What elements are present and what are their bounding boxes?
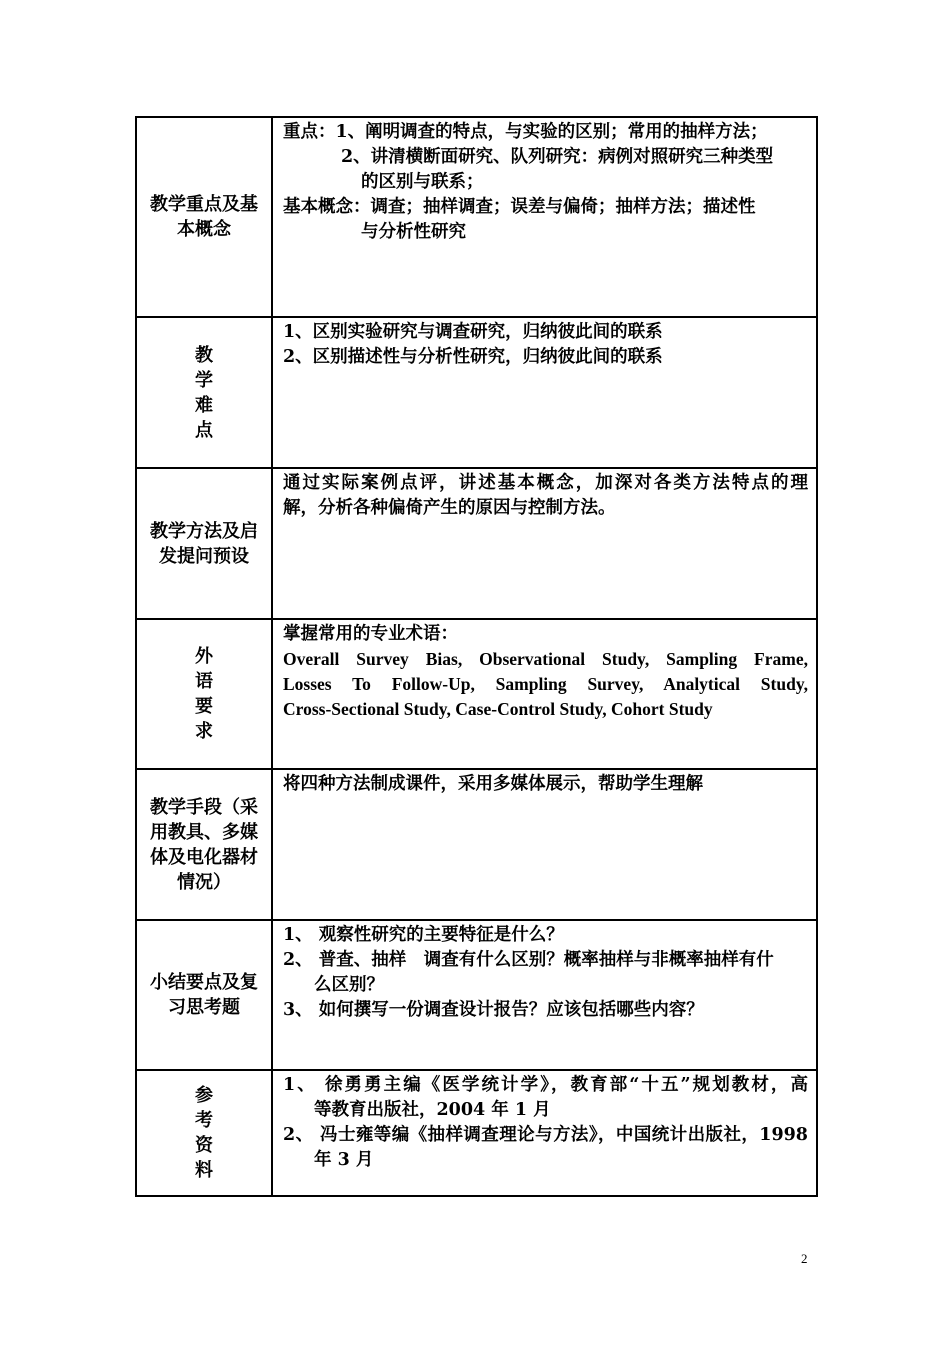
means-line-1: 将四种方法制成课件，采用多媒体展示，帮助学生理解 bbox=[283, 774, 703, 794]
row-means bbox=[136, 769, 817, 920]
language-label-cell bbox=[136, 619, 272, 769]
difficulties-line-1: 1、区别实验研究与调查研究，归纳彼此间的联系 bbox=[283, 322, 663, 342]
methods-content bbox=[272, 468, 817, 619]
difficulties-line-2: 2、区别描述性与分析性研究，归纳彼此间的联系 bbox=[283, 347, 663, 367]
difficulties-label: 教学难点 bbox=[195, 344, 213, 441]
summary-label-cell bbox=[136, 920, 272, 1070]
means-label-cell bbox=[136, 769, 272, 920]
methods-line-2: 解，分析各种偏倚产生的原因与控制方法。 bbox=[283, 498, 616, 518]
key-points-line-3: 的区别与联系； bbox=[361, 172, 484, 192]
methods-label-cell bbox=[136, 468, 272, 619]
key-points-label-cell bbox=[136, 117, 272, 317]
key-points-line-4: 基本概念：调查；抽样调查；误差与偏倚；抽样方法；描述性 bbox=[283, 197, 756, 217]
summary-line-1: 1、 观察性研究的主要特征是什么？ bbox=[283, 925, 564, 945]
difficulties-content bbox=[272, 317, 817, 468]
references-line-2: 等教育出版社，2004 年 1 月 bbox=[314, 1100, 551, 1120]
key-points-line-5: 与分析性研究 bbox=[361, 222, 466, 242]
key-points-label: 教学重点及基本概念 bbox=[150, 194, 258, 240]
summary-line-4: 3、 如何撰写一份调查设计报告？应该包括哪些内容？ bbox=[283, 1000, 704, 1020]
lesson-plan-table bbox=[135, 116, 818, 1197]
language-terms-line-1: Overall Survey Bias, Observational Study, Sampling Frame, bbox=[283, 649, 808, 669]
difficulties-label-cell bbox=[136, 317, 272, 468]
references-label: 参考资料 bbox=[195, 1085, 213, 1181]
references-content bbox=[272, 1070, 817, 1196]
means-label: 教学手段（采用教具、多媒体及电化器材情况） bbox=[150, 796, 258, 893]
references-label-cell bbox=[136, 1070, 272, 1196]
page-number: 2 bbox=[801, 1251, 808, 1266]
row-methods bbox=[136, 468, 817, 619]
row-difficulties bbox=[136, 317, 817, 468]
row-key-points bbox=[136, 117, 817, 317]
row-references bbox=[136, 1070, 817, 1196]
row-summary bbox=[136, 920, 817, 1070]
language-intro: 掌握常用的专业术语： bbox=[283, 624, 458, 644]
summary-content bbox=[272, 920, 817, 1070]
language-content bbox=[272, 619, 817, 769]
references-line-4: 年 3 月 bbox=[314, 1150, 374, 1170]
language-terms-line-2: Losses To Follow-Up, Sampling Survey, Analytical Study, bbox=[283, 674, 808, 694]
methods-line-1: 通过实际案例点评，讲述基本概念，加深对各类方法特点的理 bbox=[283, 473, 808, 493]
summary-label: 小结要点及复习思考题 bbox=[150, 972, 258, 1018]
key-points-content bbox=[272, 117, 817, 317]
key-points-line-1: 重点：1、阐明调查的特点，与实验的区别；常用的抽样方法； bbox=[283, 122, 768, 142]
methods-label: 教学方法及启发提问预设 bbox=[150, 520, 258, 567]
row-language bbox=[136, 619, 817, 769]
references-line-3: 2、 冯士雍等编《抽样调查理论与方法》，中国统计出版社，1998 bbox=[283, 1125, 808, 1145]
summary-line-3: 么区别？ bbox=[314, 975, 384, 995]
language-terms-line-3: Cross-Sectional Study, Case-Control Study, Cohort Study bbox=[283, 699, 713, 719]
language-label: 外语要求 bbox=[195, 646, 213, 742]
summary-line-2: 2、 普查、抽样 调查有什么区别？概率抽样与非概率抽样有什 bbox=[283, 950, 774, 970]
key-points-line-2: 2、讲清横断面研究、队列研究：病例对照研究三种类型 bbox=[341, 147, 774, 167]
references-line-1: 1、 徐勇勇主编《医学统计学》，教育部“十五”规划教材，高 bbox=[283, 1075, 808, 1095]
means-content bbox=[272, 769, 817, 920]
